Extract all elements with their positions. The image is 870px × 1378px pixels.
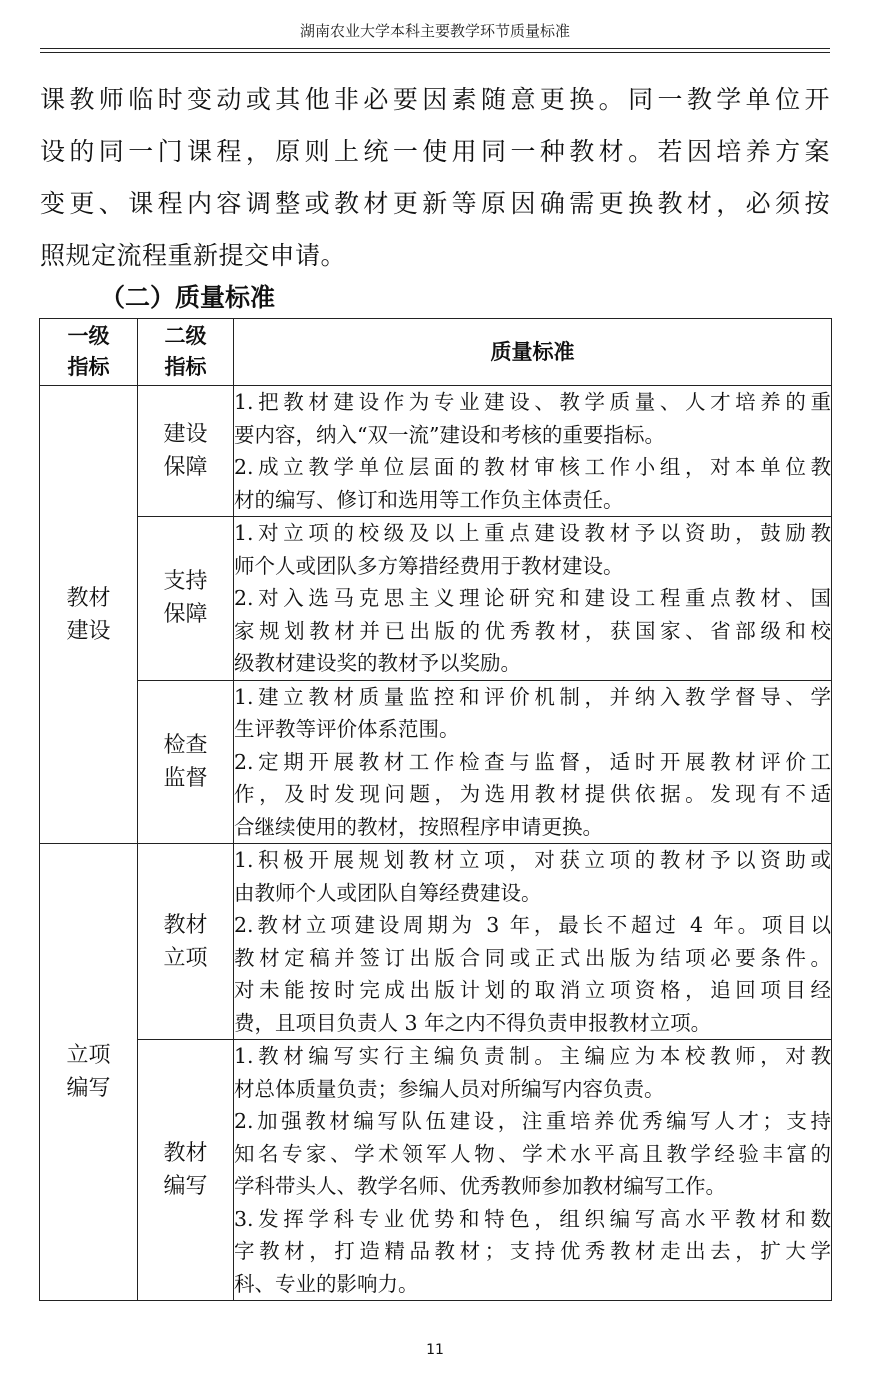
level2-cell: 支持 保障	[138, 517, 234, 681]
standard-cell: 1.对立项的校级及以上重点建设教材予以资助，鼓励教 师个人或团队多方筹措经费用于教材建设。 2.对入选马克思主义理论研究和建设工程重点教材、国 家规划教材并已出版的优秀教材，获国家、省部级和校 级教材建设奖的教材予以奖励。	[234, 517, 832, 681]
header-level1: 一级 指标	[40, 319, 138, 386]
header-standard: 质量标准	[234, 319, 832, 386]
section-heading: （二）质量标准	[100, 283, 276, 312]
standard-cell: 1.把教材建设作为专业建设、教学质量、人才培养的重 要内容，纳入“双一流”建设和考核的重要指标。 2.成立教学单位层面的教材审核工作小组，对本单位教 材的编写、修订和选用等工作负主体责任。	[234, 386, 832, 517]
text-line: 变更、课程内容调整或教材更新等原因确需更换教材，必须按	[40, 189, 830, 218]
table-row	[40, 1040, 832, 1301]
intro-paragraph	[40, 74, 830, 282]
level2-cell: 检查 监督	[138, 680, 234, 844]
level2-cell: 教材 编写	[138, 1040, 234, 1301]
header-level2: 二级 指标	[138, 319, 234, 386]
level1-cell: 教材 建设	[40, 386, 138, 844]
text-line: 照规定流程重新提交申请。	[40, 241, 347, 270]
table-row	[40, 680, 832, 844]
standard-cell: 1.积极开展规划教材立项，对获立项的教材予以资助或 由教师个人或团队自筹经费建设。 2.教材立项建设周期为 3 年，最长不超过 4 年。项目以 教材定稿并签订出版合同或正式出版为结项必要条件。 对未能按时完成出版计划的取消立项资格，追回项目经 费，且项目负责人 3 年之内不得负责申报教材立项。	[234, 844, 832, 1040]
table-header-row	[40, 319, 832, 386]
table-row	[40, 844, 832, 1040]
standard-cell: 1.教材编写实行主编负责制。主编应为本校教师，对教 材总体质量负责；参编人员对所编写内容负责。 2.加强教材编写队伍建设，注重培养优秀编写人才；支持 知名专家、学术领军人物、学术水平高且教学经验丰富的 学科带头人、教学名师、优秀教师参加教材编写工作。 3.发挥学科专业优势和特色，组织编写高水平教材和数 字教材，打造精品教材；支持优秀教材走出去，扩大学 科、专业的影响力。	[234, 1040, 832, 1301]
level2-cell: 教材 立项	[138, 844, 234, 1040]
header-rule	[40, 52, 830, 53]
table-row	[40, 517, 832, 681]
running-header: 湖南农业大学本科主要教学环节质量标准	[299, 22, 570, 40]
header-rule	[40, 48, 830, 49]
level2-cell: 建设 保障	[138, 386, 234, 517]
page-number: 11	[426, 1342, 444, 1358]
level1-cell: 立项 编写	[40, 844, 138, 1301]
text-line: 课教师临时变动或其他非必要因素随意更换。同一教学单位开	[40, 85, 830, 114]
quality-standard-table	[39, 318, 832, 1301]
table-row	[40, 386, 832, 517]
text-line: 设的同一门课程，原则上统一使用同一种教材。若因培养方案	[40, 137, 830, 166]
standard-cell: 1.建立教材质量监控和评价机制，并纳入教学督导、学 生评教等评价体系范围。 2.定期开展教材工作检查与监督，适时开展教材评价工 作，及时发现问题，为选用教材提供依据。发现有不适 合继续使用的教材，按照程序申请更换。	[234, 680, 832, 844]
